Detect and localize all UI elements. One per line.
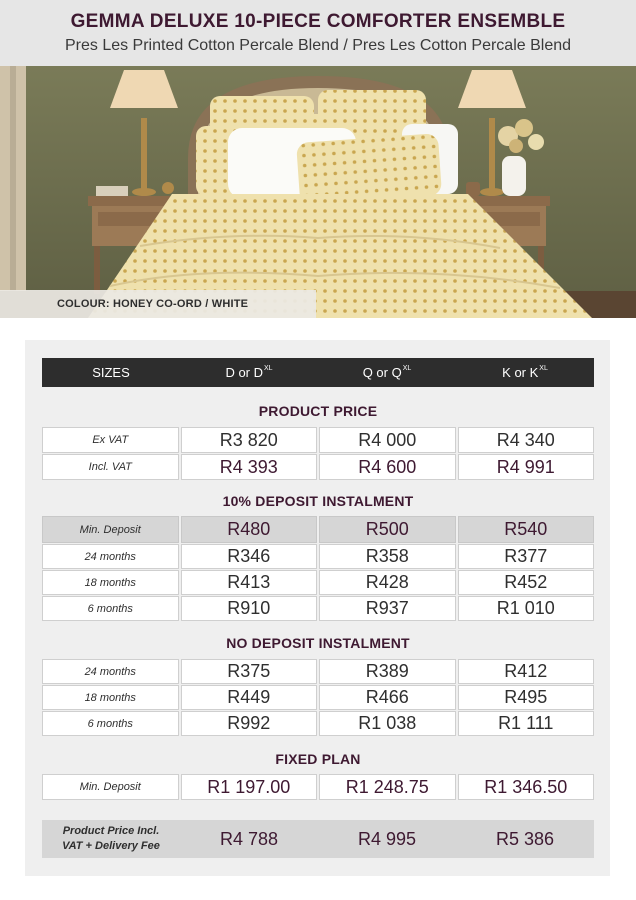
product-price-title: PRODUCT PRICE <box>258 403 378 419</box>
price-cell: R1 248.75 <box>319 774 456 800</box>
price-cell: R495 <box>458 685 595 710</box>
price-cell: R3 820 <box>181 427 318 453</box>
price-cell: R412 <box>458 659 595 684</box>
row-label: Ex VAT <box>42 427 179 453</box>
total-price-cell: R4 788 <box>219 828 279 849</box>
table-row <box>42 659 594 684</box>
price-cell: R540 <box>458 516 595 543</box>
row-label: 18 months <box>42 570 179 595</box>
price-cell: R346 <box>181 544 318 569</box>
row-label: Min. Deposit <box>42 516 179 543</box>
row-label: 18 months <box>42 685 179 710</box>
row-label: 24 months <box>42 544 179 569</box>
price-cell: R480 <box>181 516 318 543</box>
row-label: 6 months <box>42 596 179 621</box>
fixed-plan-title: FIXED PLAN <box>275 751 361 767</box>
price-cell: R389 <box>319 659 456 684</box>
price-cell: R4 600 <box>319 454 456 480</box>
total-price-cell: R4 995 <box>357 828 417 849</box>
price-cell: R937 <box>319 596 456 621</box>
product-photo <box>0 66 636 318</box>
product-subtitle: Pres Les Printed Cotton Percale Blend / Pres Les Cotton Percale Blend <box>64 37 572 54</box>
price-cell: R1 038 <box>319 711 456 736</box>
price-cell: R992 <box>181 711 318 736</box>
price-cell: R449 <box>181 685 318 710</box>
price-cell: R466 <box>319 685 456 710</box>
price-cell: R4 340 <box>458 427 595 453</box>
sizes-label: SIZES <box>92 365 130 380</box>
table-row <box>42 711 594 736</box>
price-cell: R500 <box>319 516 456 543</box>
price-cell: R1 111 <box>458 711 595 736</box>
price-cell: R910 <box>181 596 318 621</box>
total-label-line2: VAT + Delivery Fee <box>62 840 160 852</box>
size-column-king: K or K $^{XL}$ <box>502 365 548 380</box>
table-row <box>42 544 594 569</box>
price-cell: R1 346.50 <box>458 774 595 800</box>
table-row <box>42 516 594 543</box>
price-cell: R358 <box>319 544 456 569</box>
price-cell: R413 <box>181 570 318 595</box>
price-cell: R1 010 <box>458 596 595 621</box>
deposit-instalment-title: 10% DEPOSIT INSTALMENT <box>222 493 414 509</box>
price-cell: R4 991 <box>458 454 595 480</box>
price-cell: R377 <box>458 544 595 569</box>
colour-label: COLOUR: HONEY CO-ORD / WHITE <box>0 290 316 318</box>
price-cell: R4 393 <box>181 454 318 480</box>
row-label: Incl. VAT <box>42 454 179 480</box>
row-label: 24 months <box>42 659 179 684</box>
product-title: GEMMA DELUXE 10-PIECE COMFORTER ENSEMBLE <box>70 11 566 32</box>
table-row <box>42 454 594 480</box>
table-row <box>42 427 594 453</box>
table-row <box>42 570 594 595</box>
header-bar <box>0 0 636 66</box>
price-cell: R1 197.00 <box>181 774 318 800</box>
total-price-cell: R5 386 <box>495 828 555 849</box>
total-price-row <box>42 820 594 858</box>
row-label: 6 months <box>42 711 179 736</box>
price-cell: R452 <box>458 570 595 595</box>
table-row <box>42 685 594 710</box>
bedroom-illustration <box>0 66 636 318</box>
size-column-queen: Q or Q $^{XL}$ <box>362 365 412 380</box>
price-cell: R428 <box>319 570 456 595</box>
row-label: Min. Deposit <box>42 774 179 800</box>
price-cell: R375 <box>181 659 318 684</box>
table-row <box>42 774 594 800</box>
table-row <box>42 596 594 621</box>
total-label-line1: Product Price Incl. <box>62 825 160 837</box>
sizes-header-row <box>42 358 594 387</box>
no-deposit-instalment-title: NO DEPOSIT INSTALMENT <box>226 635 410 651</box>
total-label <box>42 820 180 858</box>
price-cell: R4 000 <box>319 427 456 453</box>
size-column-double: D or D $^{XL}$ <box>225 365 273 380</box>
